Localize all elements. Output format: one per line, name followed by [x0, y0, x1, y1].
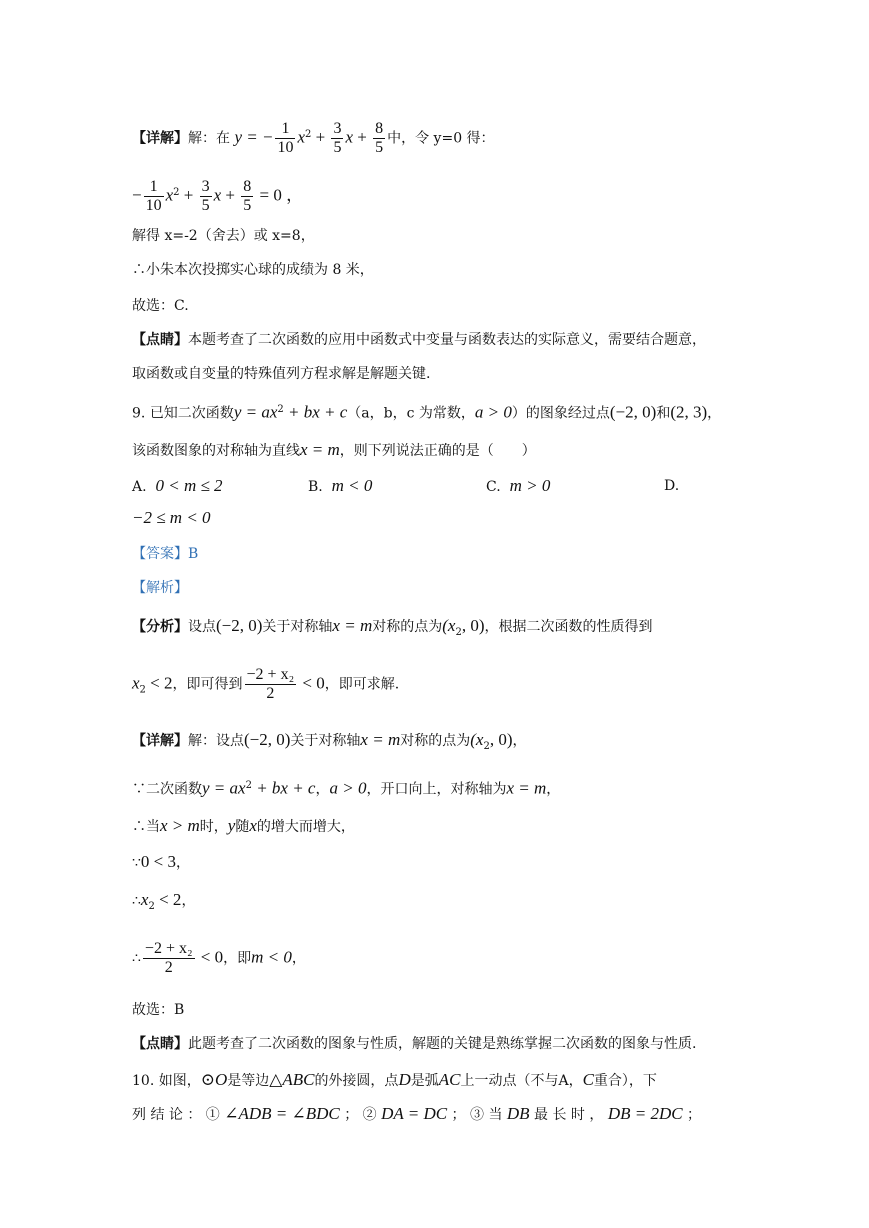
question-9-line-1: 9. 已知二次函数$y = ax^2$ + bx + c（a，b，c 为常数，a > 0）的图象经过点(−2, 0)和(2, 3)，: [132, 402, 722, 422]
analysis-line-2: $x_2 < 2$，即可得到 $\frac{\text{−2 + x₂}}{2}$ < 0，即可求解.: [132, 666, 400, 702]
detail-2-line-1: 【详解】解：设点(−2, 0)关于对称轴x = m对称的点为($x_2$, 0)，: [132, 730, 527, 752]
analysis-tag: 【解析】: [132, 580, 188, 596]
detail-2-choice: 故选：B: [132, 1002, 185, 1018]
conclusion-line: ∴小朱本次投掷实心球的成绩为 8 米，: [132, 262, 374, 278]
fraction: $\frac{1}{10}$: [277, 120, 294, 156]
detail-2-line-4: ∵0 < 3，: [132, 852, 191, 871]
detail-2-line-2: ∵二次函数$y = ax^2$ + bx + c，a > 0，开口向上，对称轴为x = m，: [132, 778, 561, 798]
fraction: $\frac{3}{5}$: [333, 120, 342, 156]
question-10-line-1: 10. 如图，⊙O是等边△ABC的外接圆，点D是弧AC上一动点（不与A，C重合），下: [132, 1070, 657, 1089]
equation-line: − $\frac{1}{10}$ $x^2$ + $\frac{3}{5}$ x + $\frac{8}{5}$ = 0 ，: [132, 178, 304, 214]
remark-2: 【点睛】此题考查了二次函数的图象与性质，解题的关键是熟练掌握二次函数的图象与性质.: [132, 1036, 697, 1052]
choice-line: 故选：C.: [132, 298, 189, 314]
answer-line: 【答案】B: [132, 546, 199, 562]
detail-2-line-3: ∴当x > m时，y随x的增大而增大，: [132, 816, 355, 835]
detail-line-1: 【详解】解：在 y = − $\frac{1}{10}$ $x^2$ + $\frac{3}{5}$ x + $\frac{8}{5}$ 中，令 y=0 得：: [132, 120, 495, 156]
remark-line-1: 【点睛】本题考查了二次函数的应用中函数式中变量与函数表达的实际意义，需要结合题意，: [132, 332, 706, 348]
fraction: $\frac{8}{5}$: [243, 178, 252, 214]
detail-tag: 【详解】: [132, 130, 188, 147]
option-a: A. 0 < m ≤ 2: [132, 476, 223, 495]
option-d-value: −2 ≤ m < 0: [132, 508, 211, 527]
detail-2-line-6: ∴ $\frac{\text{−2 + x₂}}{2}$ < 0，即m < 0，: [132, 940, 306, 976]
fraction: $\frac{\text{−2 + x₂}}{2}$: [246, 666, 295, 702]
fraction: $\frac{3}{5}$: [201, 178, 210, 214]
question-9-line-2: 该函数图象的对称轴为直线x = m，则下列说法正确的是（ ）: [132, 440, 536, 459]
question-10-line-2: 列 结 论 ： ① ∠ADB = ∠BDC ； ② DA = DC ； ③ 当 DB 最 长 时 ， DB = 2DC ；: [132, 1104, 702, 1123]
analysis-line-1: 【分析】设点(−2, 0)关于对称轴x = m对称的点为($x_2$, 0)，根据二次函数的性质得到: [132, 616, 653, 638]
fraction: $\frac{\text{−2 + x₂}}{2}$: [144, 940, 193, 976]
fraction: $\frac{1}{10}$: [145, 178, 162, 214]
solution-line: 解得 x=-2（舍去）或 x=8，: [132, 228, 315, 244]
option-b: B. m < 0: [308, 476, 373, 495]
remark-line-2: 取函数或自变量的特殊值列方程求解是解题关键.: [132, 366, 431, 382]
fraction: $\frac{8}{5}$: [375, 120, 384, 156]
option-c: C. m > 0: [486, 476, 551, 495]
option-d-label: D.: [664, 478, 680, 494]
detail-2-line-5: $\therefore x_2 < 2$，: [132, 890, 196, 912]
